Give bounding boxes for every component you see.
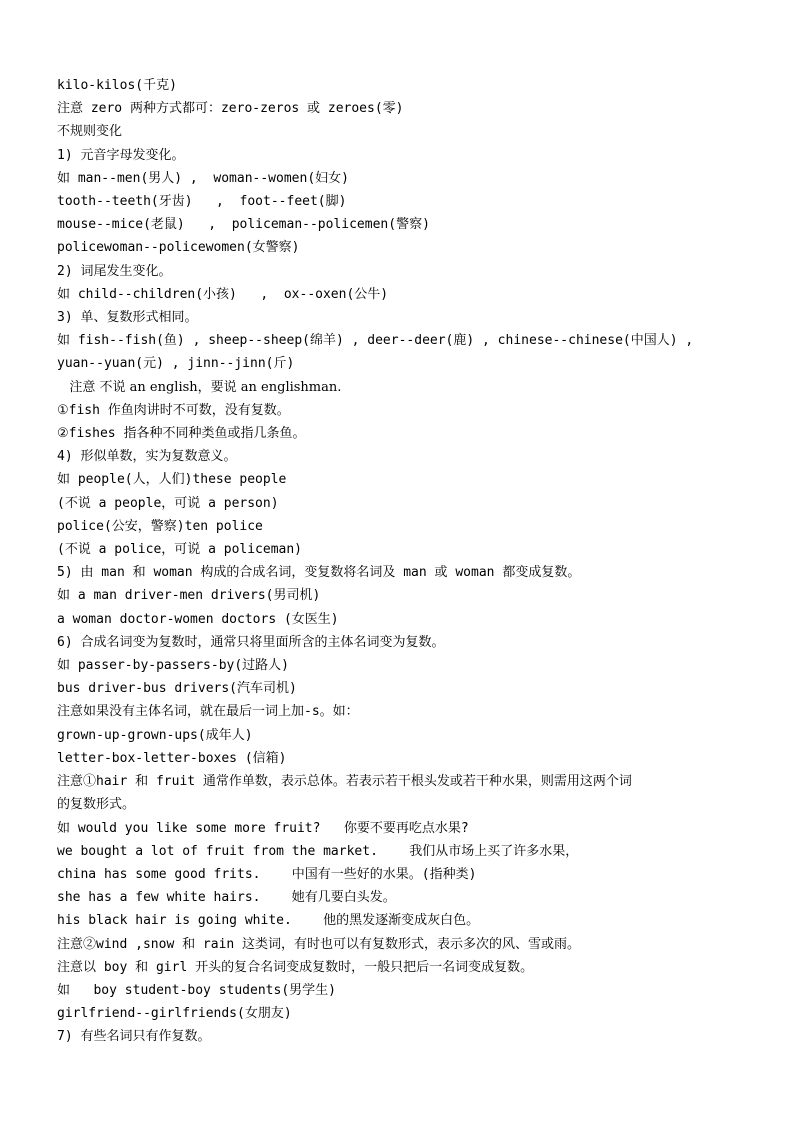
text-line: 注意 zero 两种方式都可：zero-zeros 或 zeroes(零) (57, 101, 404, 117)
text-line: 如 people(人，人们)these people (57, 472, 287, 488)
section-heading: 7) 有些名词只有作复数。 (57, 1029, 211, 1045)
note-line: 注意①hair 和 fruit 通常作单数，表示总体。若表示若干根头发或若干种水果，则需用这两个词 (57, 774, 632, 790)
note-line: 注意 不说 an english，要说 an englishman. (57, 379, 342, 395)
section-heading: 1) 元音字母发变化。 (57, 147, 185, 163)
note-line: 注意②wind ,snow 和 rain 这类词，有时也可以有复数形式，表示多次的风、雪或雨。 (57, 936, 581, 952)
note-line: 注意如果没有主体名词，就在最后一词上加-s。如： (57, 704, 359, 720)
text-line: tooth--teeth(牙齿) , foot--feet(脚) (57, 194, 347, 210)
text-line: kilo-kilos(千克) (57, 78, 177, 93)
text-line: grown-up-grown-ups(成年人) (57, 727, 253, 743)
example-line: we bought a lot of fruit from the market. 我们从市场上买了许多水果， (57, 843, 579, 859)
text-line: policewoman--policewomen(女警察) (57, 240, 300, 256)
note-line: 注意以 boy 和 girl 开头的复合名词变成复数时，一般只把后一名词变成复数。 (57, 959, 534, 975)
text-line: bus driver-bus drivers(汽车司机) (57, 681, 297, 697)
example-line: his black hair is going white. 他的黑发逐渐变成灰白色。 (57, 913, 480, 929)
text-line: police(公安，警察)ten police (57, 518, 263, 534)
text-line: 如 passer-by-passers-by(过路人) (57, 658, 290, 674)
text-line: (不说 a people，可说 a person) (57, 495, 279, 511)
section-heading: 5) 由 man 和 woman 构成的合成名词，变复数将名词及 man 或 woman 都变成复数。 (57, 565, 581, 581)
text-line: ①fish 作鱼肉讲时不可数，没有复数。 (57, 402, 290, 418)
document-page (57, 74, 747, 1049)
section-heading: 3) 单、复数形式相同。 (57, 310, 198, 326)
example-line: she has a few white hairs. 她有几要白头发。 (57, 890, 396, 906)
section-heading: 6) 合成名词变为复数时，通常只将里面所含的主体名词变为复数。 (57, 634, 445, 650)
text-line: girlfriend--girlfriends(女朋友) (57, 1006, 292, 1022)
text-line: letter-box-letter-boxes (信箱) (57, 750, 287, 766)
section-heading: 4) 形似单数，实为复数意义。 (57, 449, 237, 465)
text-line: 如 fish--fish(鱼) , sheep--sheep(绵羊) , deer--deer(鹿) , chinese--chinese(中国人) , (57, 333, 694, 349)
example-line: 如 would you like some more fruit? 你要不要再吃点水果? (57, 820, 469, 836)
text-line: 如 a man driver-men drivers(男司机) (57, 588, 321, 604)
text-line: 的复数形式。 (57, 797, 136, 813)
text-line: (不说 a police，可说 a policeman) (57, 542, 303, 558)
text-line: 如 child--children(小孩) , ox--oxen(公牛) (57, 286, 389, 302)
text-line: a woman doctor-women doctors (女医生) (57, 611, 339, 627)
text-line: yuan--yuan(元) , jinn--jinn(斤) (57, 356, 295, 372)
example-line: china has some good frits. 中国有一些好的水果。(指种类) (57, 866, 477, 882)
section-heading: 2) 词尾发生变化。 (57, 263, 172, 279)
text-line: mouse--mice(老鼠) , policeman--policemen(警察) (57, 217, 430, 233)
section-heading: 不规则变化 (57, 124, 123, 140)
text-line: ②fishes 指各种不同种类鱼或指几条鱼。 (57, 426, 306, 442)
text-line: 如 man--men(男人) , woman--women(妇女) (57, 170, 349, 186)
text-line: 如 boy student-boy students(男学生) (57, 982, 336, 998)
